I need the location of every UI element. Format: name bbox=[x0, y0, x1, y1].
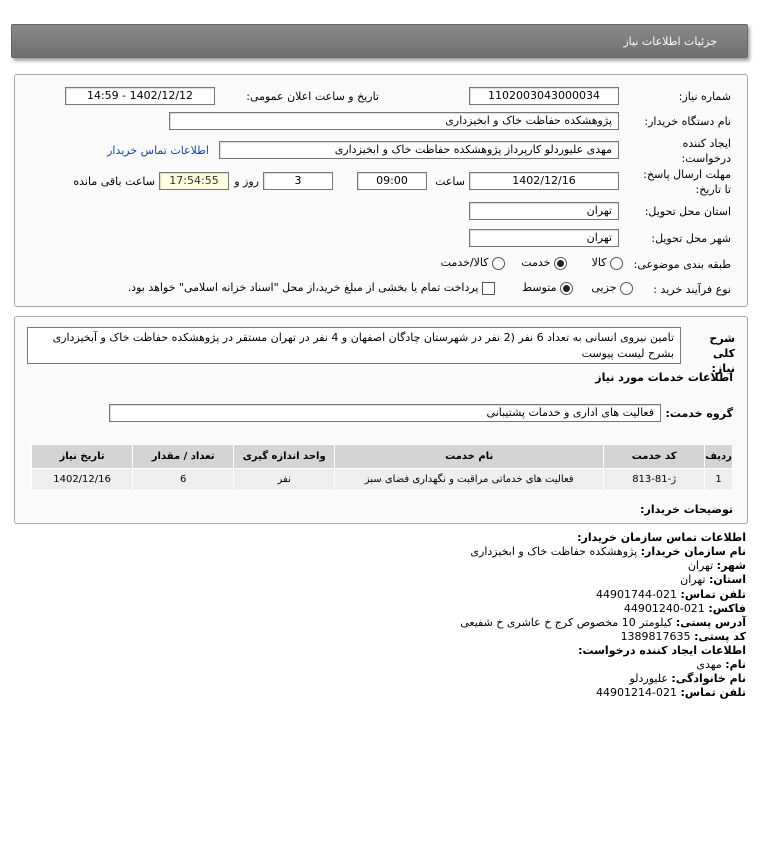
deadline-date-field: 1402/12/16 bbox=[469, 172, 619, 190]
category-service-label: خدمت bbox=[521, 256, 551, 269]
col-name: نام خدمت bbox=[335, 445, 604, 469]
city-field: تهران bbox=[469, 229, 619, 247]
creator-label-2: درخواست: bbox=[681, 152, 731, 165]
col-row: ردیف bbox=[705, 445, 733, 469]
buyer-contact-link[interactable]: اطلاعات تماس خریدار bbox=[107, 144, 209, 157]
radio-service[interactable] bbox=[554, 257, 567, 270]
category-both-label: کالا/خدمت bbox=[440, 256, 489, 269]
creator-phone-row: تلفن تماس: 021-44901214 bbox=[596, 686, 746, 699]
deadline-time-field: 09:00 bbox=[357, 172, 427, 190]
radio-minor[interactable] bbox=[620, 282, 633, 295]
buyer-province-row: استان: تهران bbox=[680, 573, 746, 586]
cell-date: 1402/12/16 bbox=[32, 469, 133, 491]
cell-qty: 6 bbox=[133, 469, 234, 491]
description-panel bbox=[14, 316, 748, 524]
process-medium-option[interactable] bbox=[522, 281, 573, 295]
deadline-label-1: مهلت ارسال پاسخ: bbox=[643, 168, 731, 181]
buyer-org-label: نام دستگاه خریدار: bbox=[644, 115, 731, 128]
buyer-postal-row: کد پستی: 1389817635 bbox=[620, 630, 746, 643]
remaining-label: ساعت باقی مانده bbox=[73, 175, 155, 188]
col-unit: واحد اندازه گیری bbox=[234, 445, 335, 469]
province-field: تهران bbox=[469, 202, 619, 220]
buyer-city-row: شهر: تهران bbox=[687, 559, 746, 572]
province-label: استان محل تحویل: bbox=[644, 205, 731, 218]
table-header-row bbox=[32, 445, 733, 469]
process-label: نوع فرآیند خرید : bbox=[653, 283, 731, 296]
treasury-payment-option[interactable] bbox=[128, 281, 495, 295]
days-field: 3 bbox=[263, 172, 333, 190]
description-text: تامین نیروی انسانی به تعداد 6 نفر (2 نفر در شهرستان چادگان اصفهان و 4 نفر در تهران مستقر در پژوهشکده حفاظت خاک و آبخیزداری بشرح لیست پیوست bbox=[27, 327, 681, 364]
page-header bbox=[11, 24, 748, 58]
buyer-fax-row: فاکس: 021-44901240 bbox=[623, 602, 746, 615]
deadline-label-2: تا تاریخ: bbox=[695, 183, 731, 196]
category-both-option[interactable] bbox=[441, 256, 505, 270]
col-code: کد خدمت bbox=[604, 445, 705, 469]
cell-unit: نفر bbox=[234, 469, 335, 491]
deadline-time-label: ساعت bbox=[435, 175, 465, 188]
service-group-field: فعالیت های اداری و خدمات پشتیبانی bbox=[109, 404, 661, 422]
creator-name-row: نام: مهدی bbox=[696, 658, 746, 671]
services-title: اطلاعات خدمات مورد نیاز bbox=[595, 371, 733, 384]
description-label: شرح کلی نیاز: bbox=[709, 332, 735, 375]
cell-row: 1 bbox=[705, 469, 733, 491]
col-qty: تعداد / مقدار bbox=[133, 445, 234, 469]
creator-field: مهدی علیوردلو کارپرداز پژوهشکده حفاظت خاک و ابخیزداری bbox=[219, 141, 619, 159]
creator-family-row: نام خانوادگی: علیوردلو bbox=[629, 672, 746, 685]
category-service-option[interactable] bbox=[521, 256, 567, 270]
creator-info-title: اطلاعات ایجاد کننده درخواست: bbox=[578, 644, 746, 657]
radio-medium[interactable] bbox=[560, 282, 573, 295]
service-group-label: گروه خدمت: bbox=[665, 407, 733, 420]
buyer-org-row: نام سازمان خریدار: پژوهشکده حفاظت خاک و ابخیزداری bbox=[470, 545, 746, 558]
buyer-org-field: پژوهشکده حفاظت خاک و ابخیزداری bbox=[169, 112, 619, 130]
cell-code: ژ-81-813 bbox=[604, 469, 705, 491]
creator-label-1: ایجاد کننده bbox=[682, 137, 731, 150]
category-label: طبقه بندی موضوعی: bbox=[633, 258, 731, 271]
radio-goods[interactable] bbox=[610, 257, 623, 270]
city-label: شهر محل تحویل: bbox=[651, 232, 731, 245]
buyer-contact-title: اطلاعات تماس سازمان خریدار: bbox=[577, 531, 746, 544]
need-number-label: شماره نیاز: bbox=[678, 90, 731, 103]
remaining-time-field: 17:54:55 bbox=[159, 172, 229, 190]
process-minor-option[interactable] bbox=[591, 281, 633, 295]
buyer-description-label: توضیحات خریدار: bbox=[640, 503, 733, 516]
treasury-note: پرداخت تمام یا بخشی از مبلغ خرید،از محل "اسناد خزانه اسلامی" خواهد بود. bbox=[127, 281, 479, 294]
treasury-checkbox[interactable] bbox=[482, 282, 495, 295]
announce-label: تاریخ و ساعت اعلان عمومی: bbox=[246, 90, 379, 103]
col-date: تاریخ نیاز bbox=[32, 445, 133, 469]
radio-goods-service[interactable] bbox=[492, 257, 505, 270]
services-table bbox=[31, 444, 733, 491]
category-goods-option[interactable] bbox=[592, 256, 623, 270]
days-label: روز و bbox=[234, 175, 259, 188]
need-details-panel bbox=[14, 74, 748, 307]
announce-field: 1402/12/12 - 14:59 bbox=[65, 87, 215, 105]
buyer-address-row: آدرس پستی: کیلومتر 10 مخصوص کرج خ عاشری خ شفیعی bbox=[460, 616, 746, 629]
process-medium-label: متوسط bbox=[521, 281, 557, 294]
need-number-field: 1102003043000034 bbox=[469, 87, 619, 105]
buyer-phone-row: تلفن تماس: 021-44901744 bbox=[596, 588, 746, 601]
cell-name: فعالیت های خدماتی مراقبت و نگهداری فضای سبز bbox=[335, 469, 604, 491]
category-goods-label: کالا bbox=[591, 256, 607, 269]
page-title: جزئیات اطلاعات نیاز bbox=[623, 35, 717, 48]
process-minor-label: جزیی bbox=[591, 281, 617, 294]
table-row bbox=[32, 469, 733, 491]
